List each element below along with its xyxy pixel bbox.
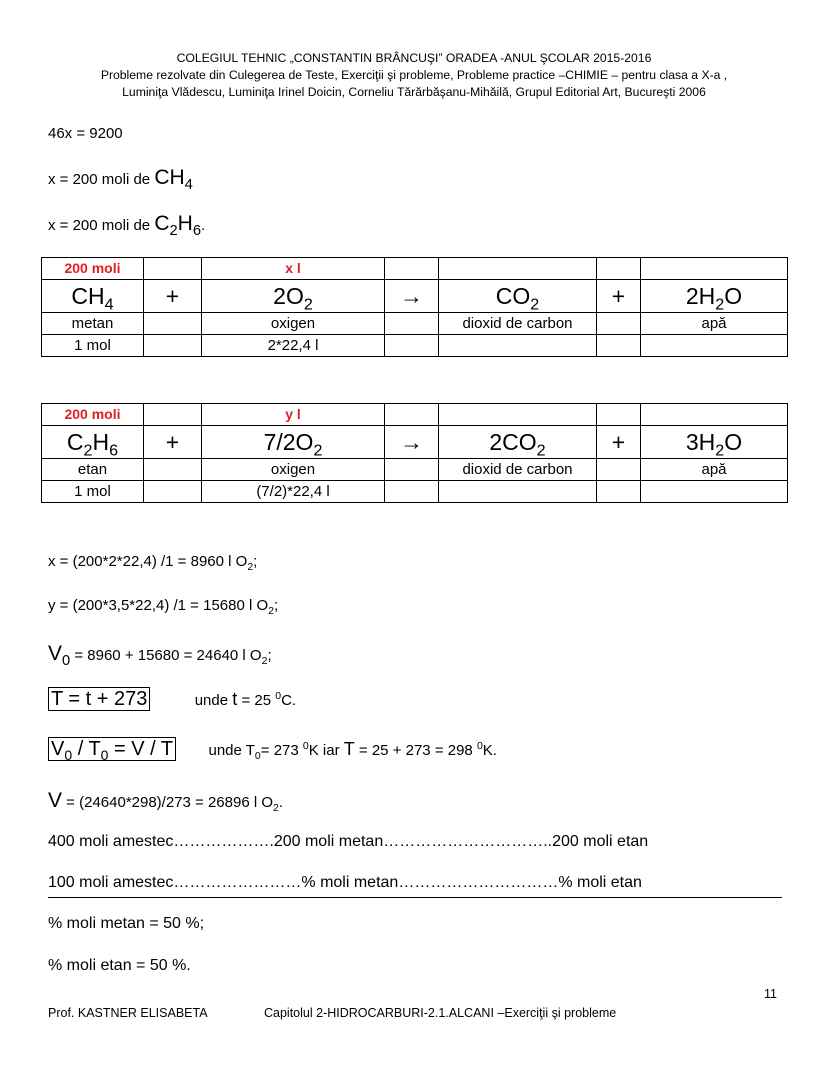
table-row [42,426,788,459]
divider-line [48,897,782,898]
table-cell [597,481,641,503]
table-cell [144,459,202,481]
table-cell [385,481,439,503]
result-metan: % moli metan = 50 %; [48,915,205,932]
formula-box-ratio: $V_0 / T_0 = V / T$ [48,737,176,761]
table-cell: dioxid de carbon [439,313,597,335]
formula-h2o-cell: $2H_2O$ [641,280,788,313]
table-cell: oxigen [202,459,385,481]
arrow-right-icon: → [385,426,439,459]
table-cell: x l [202,258,385,280]
table-cell: 1 mol [42,335,144,357]
formula-box-t: T = t + 273 [48,687,150,711]
formula-co2-cell: $2CO_2$ [439,426,597,459]
table-row [42,335,788,357]
formula-c2h6: $C_2H_6$ [154,212,201,240]
table-row [42,313,788,335]
page-number: 11 [764,987,777,1001]
proportion-line-2: 100 moli amestec……………………% moli metan…………………………% moli etan [48,874,642,891]
equation-46x: 46x = 9200 [48,125,123,142]
table-row [42,258,788,280]
table-cell: 1 mol [42,481,144,503]
footer-chapter: Capitolul 2-HIDROCARBURI-2.1.ALCANI –Exerciţii şi probleme [264,1006,617,1020]
formula-ch4: $CH_4$ [154,166,193,194]
calc-y: y = (200*3,5*22,4) /1 = 15680 l $O_2$; [48,597,279,617]
table-cell [385,459,439,481]
plus-sign: + [597,280,641,313]
formula-h2o-cell: $3H_2O$ [641,426,788,459]
table-cell [439,258,597,280]
arrow-right-icon: → [385,280,439,313]
table-cell [439,481,597,503]
table-cell [597,404,641,426]
table-row [42,459,788,481]
reaction-table-ethane [41,403,788,503]
table-cell [641,404,788,426]
result-ch4: x = 200 moli de $CH_4$ [48,166,193,194]
plus-sign: + [144,280,202,313]
table-cell [597,459,641,481]
header-line-1: COLEGIUL TEHNIC „CONSTANTIN BRÂNCUŞI” ORADEA -ANUL ŞCOLAR 2015-2016 [176,51,652,65]
formula-co2-cell: $CO_2$ [439,280,597,313]
table-row [42,404,788,426]
formula-c2h6-cell: $C_2H_6$ [42,426,144,459]
table-cell [597,335,641,357]
table-cell: apă [641,459,788,481]
table-cell: dioxid de carbon [439,459,597,481]
table-cell: y l [202,404,385,426]
symbol-v0: $V_0$ [48,642,71,670]
plus-sign: + [597,426,641,459]
result-etan: % moli etan = 50 %. [48,957,191,974]
table-cell [385,313,439,335]
table-cell [641,258,788,280]
result-c2h6: x = 200 moli de $C_2H_6$. [48,212,206,240]
table-row [42,481,788,503]
header-line-2: Probleme rezolvate din Culegerea de Teste, Exerciţii şi probleme, Probleme practice –CHIMIE – pentru clasa a X-a , [100,68,728,82]
ratio-formula-line: $V_0 / T_0 = V / T$ unde $T_0= 273$ $^0$K iar T = 25 + 273 = 298 $^0$K. [48,738,497,761]
table-cell [144,481,202,503]
page-header [40,50,788,101]
table-cell: 200 moli [42,404,144,426]
formula-o2-cell: $7/2O_2$ [202,426,385,459]
proportion-line-1: 400 moli amestec……………….200 moli metan…………………………..200 moli etan [48,833,649,850]
table-cell [597,313,641,335]
calc-x: x = (200*2*22,4) /1 = 8960 l $O_2$; [48,553,258,573]
formula-ch4-cell: $CH_4$ [42,280,144,313]
table-cell [144,404,202,426]
table-cell [439,404,597,426]
calc-v0: $V_0 = 8960 + 15680 = 24640$ l $O_2$; [48,642,272,670]
table-cell [144,335,202,357]
table-cell: (7/2)*22,4 l [202,481,385,503]
table-cell: etan [42,459,144,481]
table-cell [144,313,202,335]
reaction-table-methane [41,257,788,357]
footer-author: Prof. KASTNER ELISABETA [48,1006,208,1020]
table-cell [597,258,641,280]
table-cell [385,404,439,426]
table-cell [641,481,788,503]
table-cell [439,335,597,357]
table-cell [385,258,439,280]
header-line-3: Luminiţa Vlădescu, Luminiţa Irinel Doicin, Corneliu Tărărbăşanu-Mihăilă, Grupul Editorial Art, Bucureşti 2006 [122,85,706,99]
table-cell: apă [641,313,788,335]
table-row [42,280,788,313]
symbol-v: V [48,789,63,812]
table-cell: 200 moli [42,258,144,280]
calc-v: V = (24640*298)/273 = 26896 l $O_2$. [48,789,284,814]
table-cell: 2*22,4 l [202,335,385,357]
table-cell [385,335,439,357]
table-cell: oxigen [202,313,385,335]
temperature-formula-line: T = t + 273 unde t = 25 $^0$C. [48,688,296,711]
plus-sign: + [144,426,202,459]
table-cell [641,335,788,357]
table-cell: metan [42,313,144,335]
formula-o2-cell: $2O_2$ [202,280,385,313]
table-cell [144,258,202,280]
